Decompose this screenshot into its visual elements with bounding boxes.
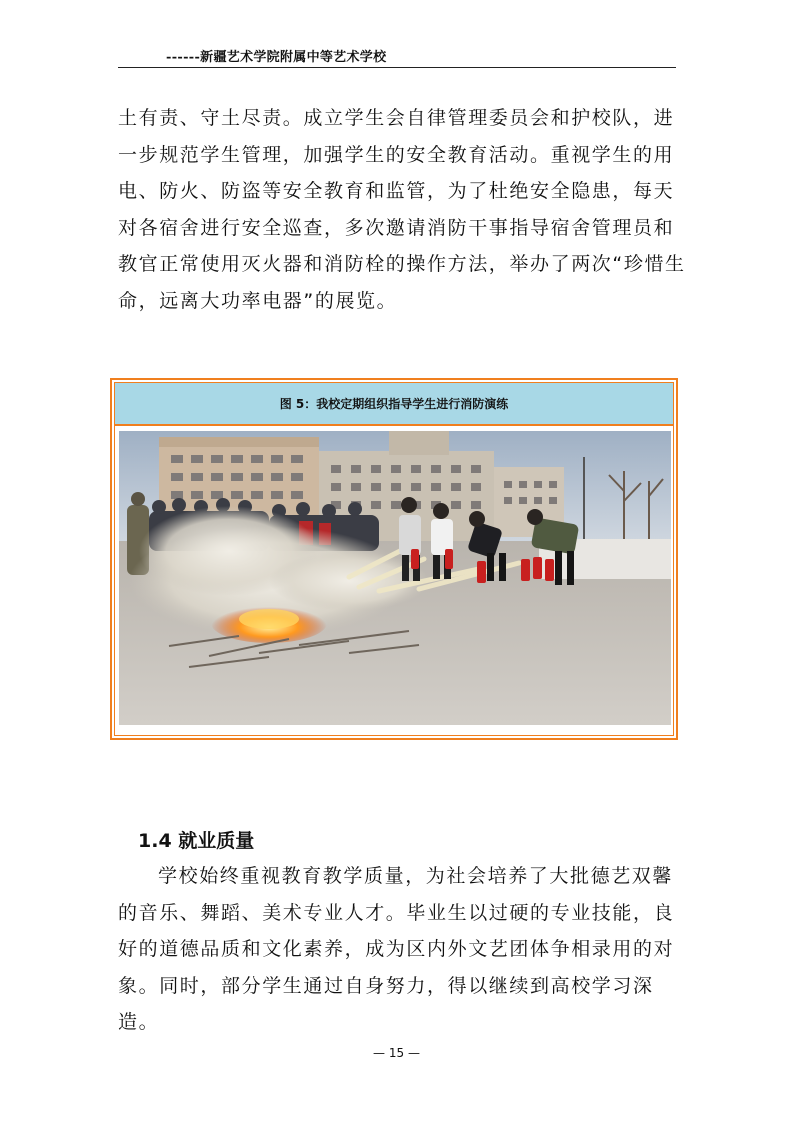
body-paragraph-1: 土有责、守土尽责。成立学生会自律管理委员会和护校队，进一步规范学生管理，加强学生的安全教育活动。重视学生的用电、防火、防盗等安全教育和监管，为了杜绝安全隐患，每天对各宿舍进行安全巡查，多次邀请消防干事指导宿舍管理员和教官正常使用灭火器和消防栓的操作方法，举办了两次“珍惜生命，远离大功率电器”的展览。	[118, 107, 686, 312]
page-number: — 15 —	[373, 1046, 420, 1060]
section-heading: 1.4 就业质量	[138, 830, 255, 852]
fire-drill-photo	[119, 431, 671, 725]
figure-caption: 图 5：我校定期组织指导学生进行消防演练	[279, 397, 509, 411]
figure-inner-frame	[114, 382, 674, 736]
running-header: ------新疆艺术学院附属中等艺术学校	[166, 50, 387, 65]
figure-caption-band	[115, 383, 673, 426]
figure-frame	[110, 378, 678, 740]
header-rule	[118, 67, 676, 68]
fire-drill-illustration	[119, 431, 671, 725]
body-paragraph-2: 学校始终重视教育教学质量，为社会培养了大批德艺双馨的音乐、舞蹈、美术专业人才。毕业生以过硬的专业技能，良好的道德品质和文化素养，成为区内外文艺团体争相录用的对象。同时，部分学生通过自身努力，得以继续到高校学习深造。	[118, 865, 675, 1033]
